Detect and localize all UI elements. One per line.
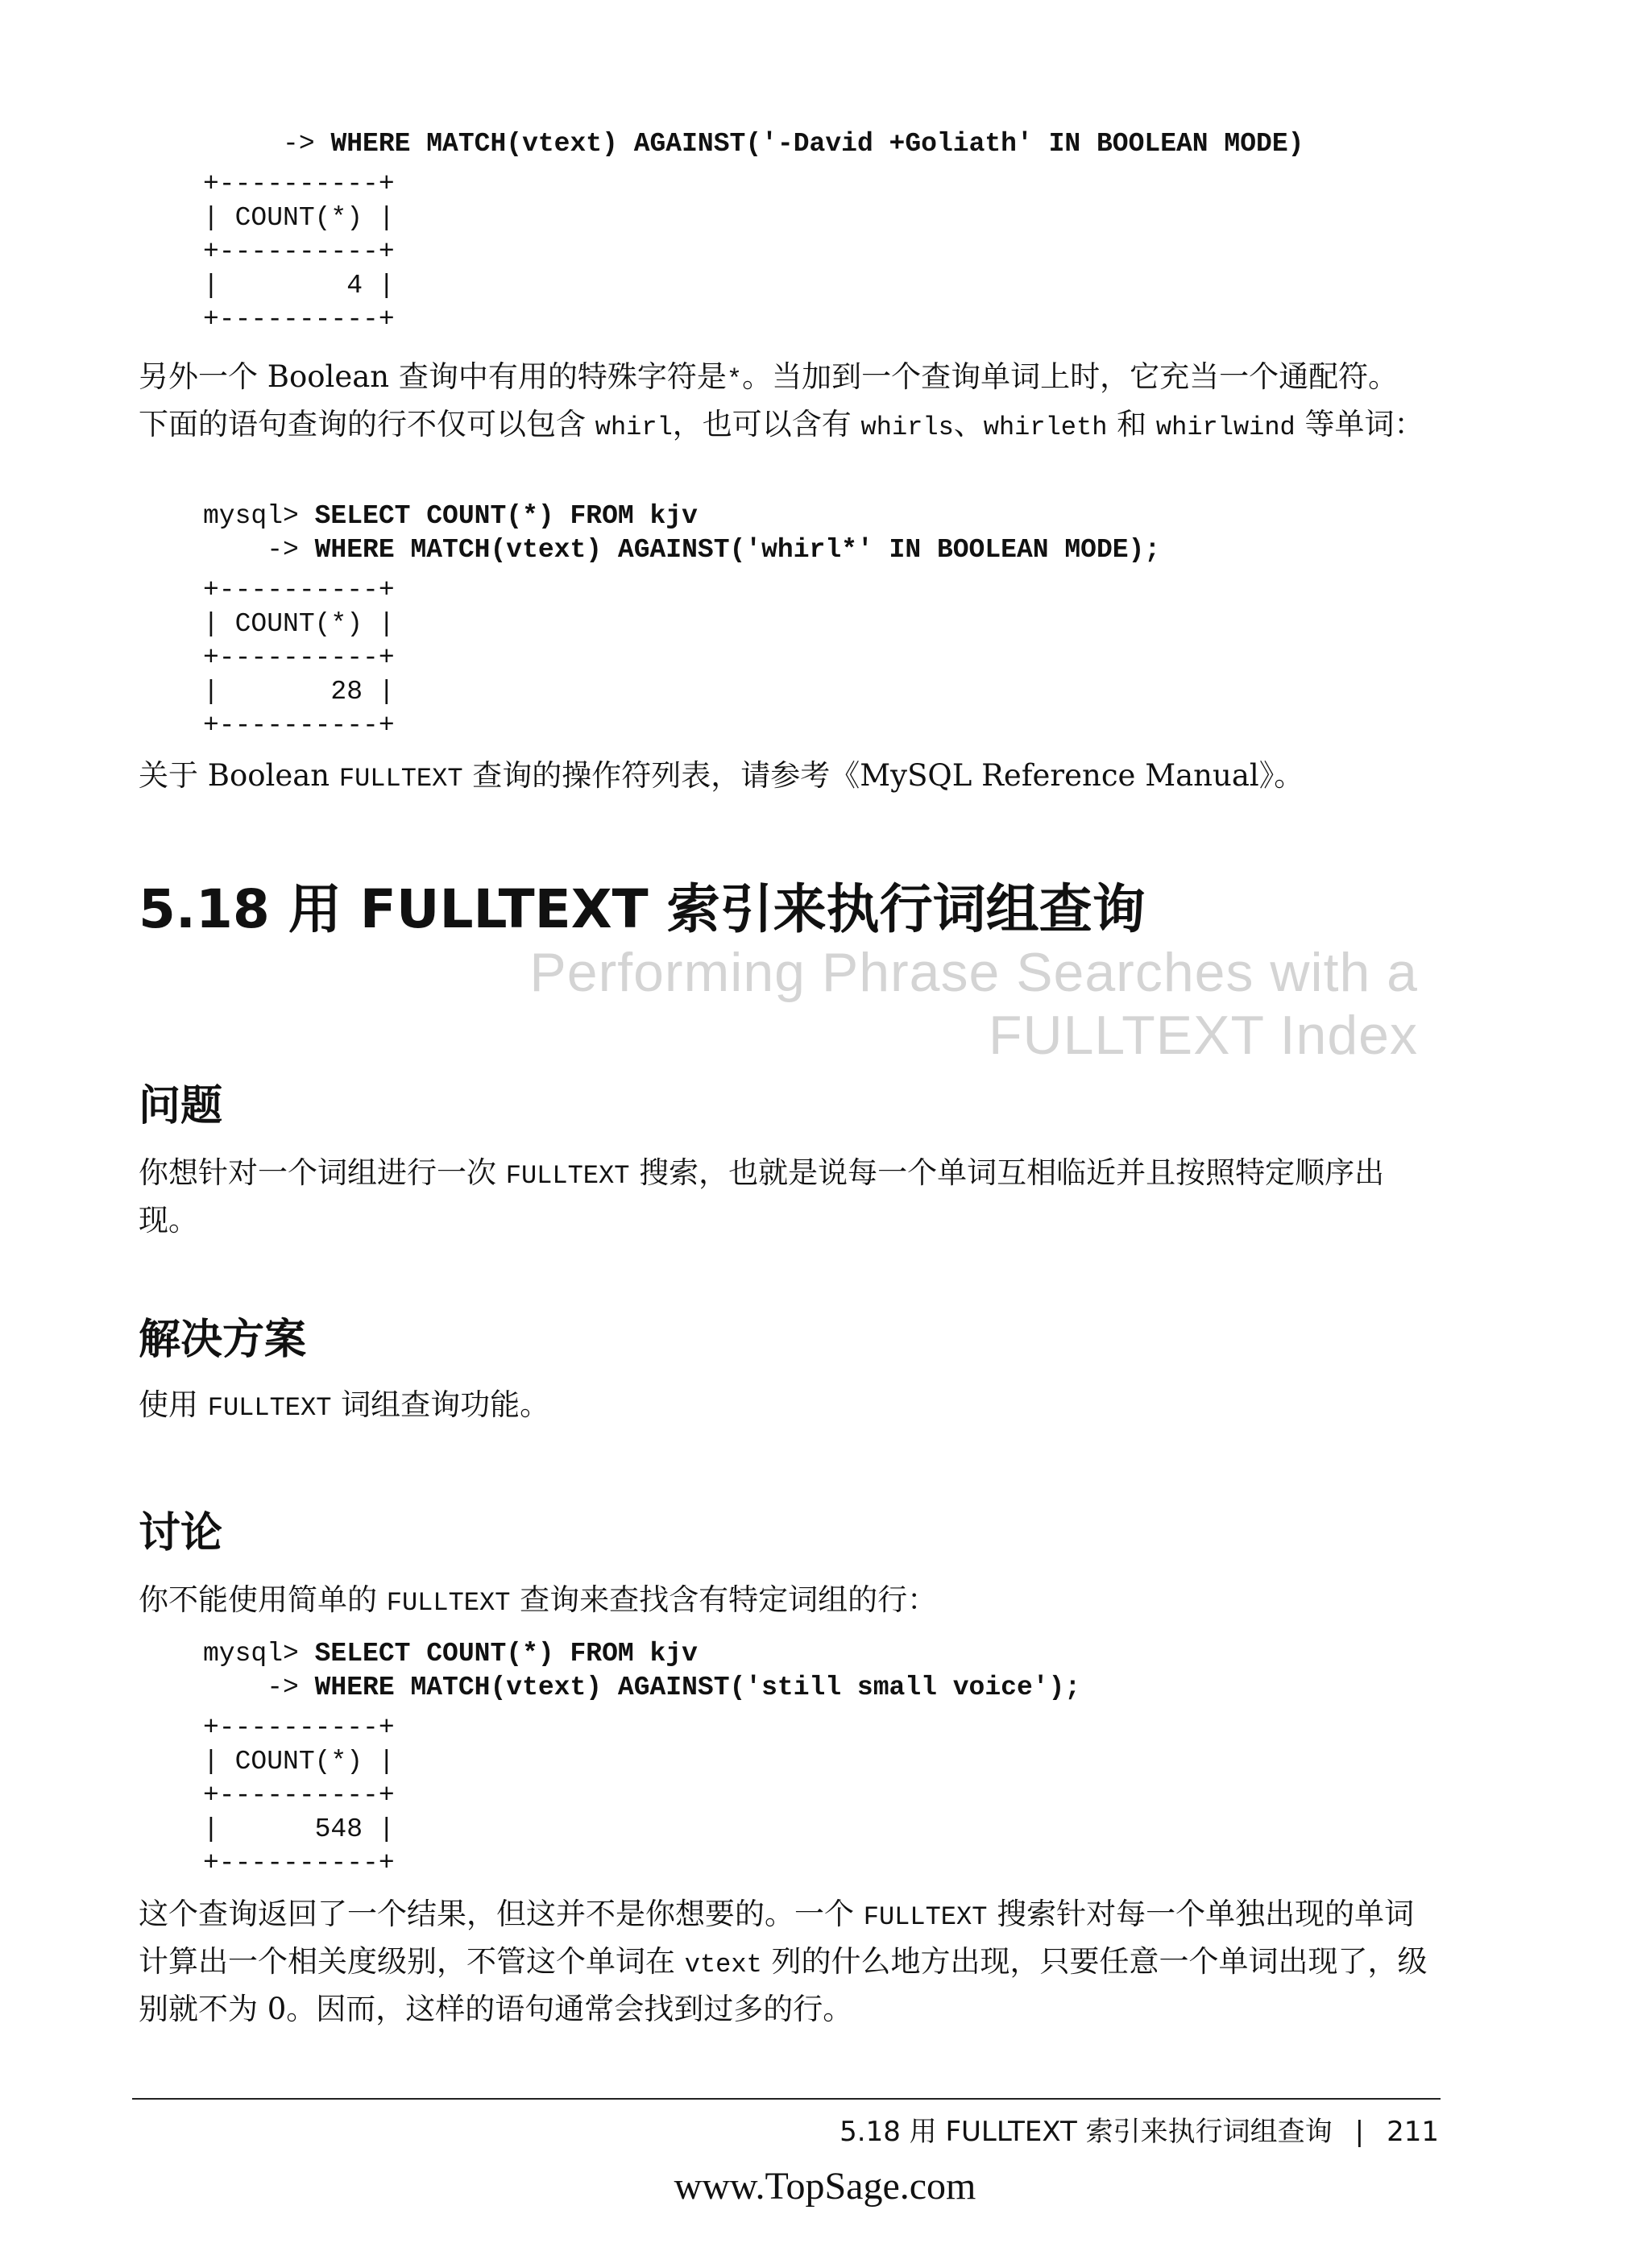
text: 、: [953, 407, 984, 442]
text: 等单词：: [1295, 407, 1424, 442]
text: 列的什么地方出现，只要任意一个单词出现了，级别就不为 0。因而，这样的语句通常会找到过多的行。: [139, 1944, 1428, 2026]
code-inline: vtext: [684, 1950, 762, 1980]
code-prompt: ->: [203, 129, 331, 159]
section-subtitle: Performing Phrase Searches with a FULLTEXT Index: [529, 942, 1418, 1066]
code-line: [203, 500, 698, 533]
text: 词组查询功能。: [331, 1387, 550, 1422]
code-command: WHERE MATCH(vtext) AGAINST('whirl*' IN BOOLEAN MODE);: [314, 535, 1161, 565]
code-command: WHERE MATCH(vtext) AGAINST('-David +Goliath' IN BOOLEAN MODE): [330, 129, 1304, 159]
text: 查询的操作符列表，请参考《MySQL Reference Manual》。: [462, 758, 1304, 793]
code-inline: FULLTEXT: [386, 1588, 511, 1618]
code-inline: whirlwind: [1155, 413, 1296, 442]
text: 。当加到一个查询单词上时，它充当一个通配符。下面的语句查询的行不仅可以包含: [139, 359, 1399, 442]
code-inline: FULLTEXT: [863, 1902, 988, 1932]
paragraph-relevance: [139, 1892, 1428, 2031]
heading-problem: 问题: [139, 1082, 223, 1130]
text: 关于 Boolean: [139, 758, 339, 793]
result-table: +----------+ | COUNT(*) | +----------+ | 4 | +----------+: [203, 169, 395, 334]
code-line: [203, 1637, 698, 1671]
paragraph-wildcard: [139, 355, 1428, 450]
paragraph-operators: [139, 753, 1428, 801]
running-head-title: 5.18 用 FULLTEXT 索引来执行词组查询: [840, 2116, 1333, 2148]
code-prompt: ->: [203, 1673, 315, 1702]
paragraph-discussion: [139, 1578, 1428, 1625]
section-title: 5.18 用 FULLTEXT 索引来执行词组查询: [139, 878, 1146, 940]
text: 和: [1107, 407, 1156, 442]
code-prompt: mysql>: [203, 501, 315, 531]
code-inline: whirleth: [983, 413, 1108, 442]
code-line: [203, 1671, 1080, 1705]
code-prompt: mysql>: [203, 1639, 315, 1669]
paragraph-solution: [139, 1383, 1428, 1430]
text: 使用: [139, 1387, 208, 1422]
code-command: SELECT COUNT(*) FROM kjv: [314, 501, 698, 531]
site-watermark: www.TopSage.com: [674, 2165, 976, 2208]
code-line: [203, 127, 1304, 161]
code-inline: whirls: [860, 413, 954, 442]
code-inline: FULLTEXT: [207, 1393, 332, 1423]
code-inline: whirl: [595, 413, 673, 442]
heading-solution: 解决方案: [139, 1316, 307, 1364]
code-command: SELECT COUNT(*) FROM kjv: [314, 1639, 698, 1669]
result-table: +----------+ | COUNT(*) | +----------+ | 28 | +----------+: [203, 575, 395, 740]
heading-discussion: 讨论: [139, 1509, 223, 1557]
code-inline: FULLTEXT: [505, 1161, 630, 1191]
footer-rule: [132, 2098, 1441, 2100]
text: ，也可以含有: [672, 407, 861, 442]
text: 查询来查找含有特定词组的行：: [510, 1582, 938, 1617]
text: 搜索针对每一个单独出现的单词计算出一个相关度级别，不管这个单词在: [139, 1897, 1415, 1979]
text: 搜索，也就是说每一个单词互相临近并且按照特定顺序出现。: [139, 1155, 1385, 1238]
code-inline: FULLTEXT: [338, 764, 463, 794]
text: 你不能使用简单的: [139, 1582, 387, 1617]
text: 这个查询返回了一个结果，但这并不是你想要的。一个: [139, 1897, 864, 1931]
page-number: 211: [1387, 2116, 1439, 2148]
running-head: [840, 2109, 1439, 2149]
text: 另外一个 Boolean 查询中有用的特殊字符是: [139, 359, 727, 394]
code-line: [203, 533, 1160, 567]
running-head-separator: |: [1354, 2116, 1365, 2148]
paragraph-problem: [139, 1151, 1428, 1242]
code-inline: *: [726, 365, 743, 395]
code-command: WHERE MATCH(vtext) AGAINST('still small voice');: [314, 1673, 1081, 1702]
code-prompt: ->: [203, 535, 315, 565]
text: 你想针对一个词组进行一次: [139, 1155, 506, 1190]
result-table: +----------+ | COUNT(*) | +----------+ | 548 | +----------+: [203, 1713, 395, 1878]
